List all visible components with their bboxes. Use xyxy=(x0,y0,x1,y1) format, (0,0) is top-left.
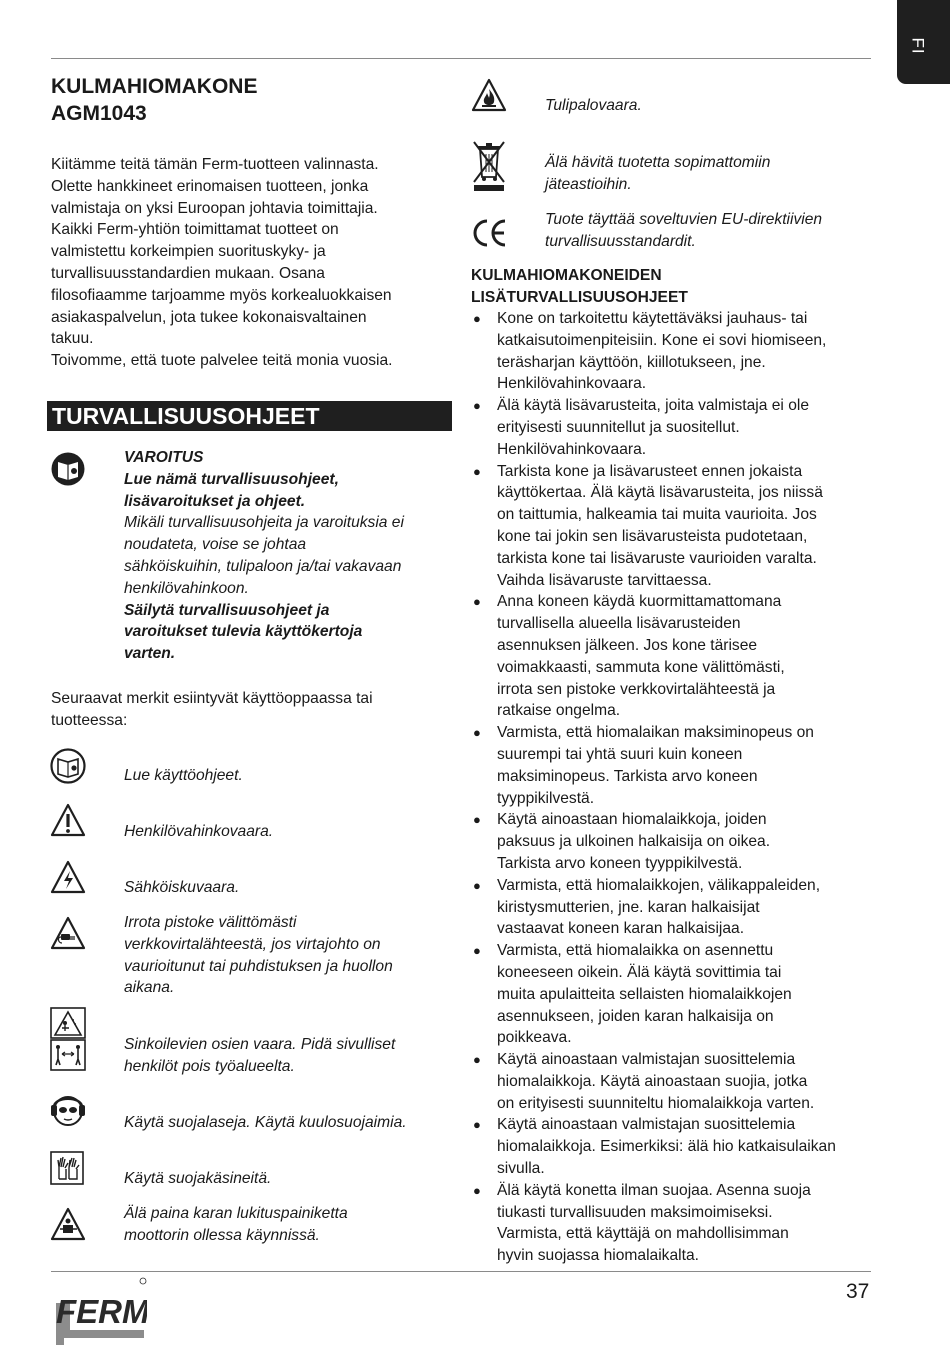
language-tab-label: FI xyxy=(908,37,928,55)
read-manual-icon xyxy=(50,748,86,784)
logo-wordmark: FERM xyxy=(56,1293,147,1330)
rule-line: maksiminopeus. Tarkista arvo koneen xyxy=(497,767,758,785)
warning-block xyxy=(124,447,459,665)
symbols-intro-line: tuotteessa: xyxy=(51,711,128,729)
rule-line: on erityisesti suunniteltu hiomalaikkoja varten. xyxy=(497,1094,815,1112)
page-title xyxy=(51,73,257,127)
additional-safety-heading xyxy=(471,265,871,309)
list-item xyxy=(471,395,876,460)
symbol-text-line: Lue käyttöohjeet. xyxy=(124,767,243,784)
warning-bold-line: lisävaroitukset ja ohjeet. xyxy=(124,492,306,510)
intro-closing: Toivomme, että tuote palvelee teitä monia vuosia. xyxy=(51,352,393,370)
rule-line: katkaisutoimenpiteisiin. Kone ei sovi hiomiseen, xyxy=(497,331,827,349)
list-item xyxy=(471,591,876,722)
rule-line: kiristysmutterien, jne. karan halkaisijat xyxy=(497,898,760,916)
symbol-text-gloves xyxy=(124,1168,271,1190)
spindle-lock-warning-icon xyxy=(50,1207,86,1241)
symbol-text-line: Käytä suojakäsineitä. xyxy=(124,1170,272,1187)
symbol-text-line: verkkovirtalähteestä, jos virtajohto on xyxy=(124,935,381,953)
rule-line: Varmista, että käyttäjä on mahdollisimman xyxy=(497,1225,789,1243)
list-item xyxy=(471,461,876,592)
rule-line: Varmista, että hiomalaikan maksiminopeus on xyxy=(497,724,814,742)
intro-line: turvallisuusstandardien mukaan. Osana xyxy=(51,264,325,282)
list-item xyxy=(471,1180,876,1267)
read-manual-icon xyxy=(50,451,86,487)
bullet-icon: ● xyxy=(473,311,481,326)
rule-line: käyttökertaa. Älä käytä lisävarusteita, jos niissä xyxy=(497,484,823,502)
symbol-text-line: Tuote täyttää soveltuvien EU-direktiivien xyxy=(545,211,823,228)
intro-line: valmistaja on yksi Euroopan johtavia toimittajia. xyxy=(51,199,378,217)
rule-line: turvallisella alueella lisävarusteiden xyxy=(497,615,741,633)
symbol-text-line: jäteastioihin. xyxy=(545,175,632,193)
symbol-text-line: Henkilövahinkovaara. xyxy=(124,823,274,840)
bottom-rule xyxy=(51,1271,871,1272)
rule-line: muita apulaitteita sellaisten hiomalaikkojen xyxy=(497,985,792,1003)
intro-line: filosofiaamme tarjoamme myös korkealuokkaisen xyxy=(51,286,392,304)
intro-line: asiakaspalvelun, jota tukee kokonaisvaltainen xyxy=(51,308,367,326)
warning-bold-line: Lue nämä turvallisuusohjeet, xyxy=(124,470,339,488)
symbol-text-line: Älä hävitä tuotetta sopimattomiin xyxy=(545,154,771,171)
rule-line: Tarkista kone ja lisävarusteet ennen jokaista xyxy=(497,462,803,480)
warning-keep-line: Säilytä turvallisuusohjeet ja xyxy=(124,601,330,619)
rule-line: Vaihda lisävaruste tarvittaessa. xyxy=(497,571,712,589)
rule-line: poikkeava. xyxy=(497,1029,572,1047)
symbol-text-line: Älä paina karan lukituspainiketta xyxy=(124,1205,348,1222)
page-number: 37 xyxy=(846,1280,870,1303)
symbol-text-line: moottorin ollessa käynnissä. xyxy=(124,1226,320,1244)
bullet-icon: ● xyxy=(473,725,481,741)
title-line-1: KULMAHIOMAKONE xyxy=(51,75,258,98)
warning-keep-line: varoitukset tulevia käyttökertoja xyxy=(124,623,363,641)
rule-line: vastaavat koneen karan halkaisijaa. xyxy=(497,920,745,938)
rule-line: erityisesti suunnitellut ja suositellut. xyxy=(497,418,740,436)
list-item xyxy=(471,308,876,395)
bullet-icon: ● xyxy=(473,594,481,610)
rule-line: suurempi tai yhtä suuri kuin koneen xyxy=(497,745,743,763)
unplug-warning-icon xyxy=(50,916,86,950)
warning-body-line: noudateta, voise se johtaa xyxy=(124,536,307,554)
symbol-text-ce xyxy=(545,209,822,253)
eye-ear-protection-icon xyxy=(50,1094,86,1128)
ferm-logo xyxy=(52,1275,147,1347)
rule-line: hiomalaikkoja. Esimerkiksi: älä hio katkaisulaikan xyxy=(497,1138,836,1156)
symbol-text-read-manual xyxy=(124,765,243,787)
rule-line: ratkaise ongelma. xyxy=(497,702,621,720)
intro-paragraph xyxy=(51,154,456,372)
warning-keep-line: varten. xyxy=(124,645,176,663)
section-heading: TURVALLISUUSOHJEET xyxy=(47,401,452,431)
language-tab xyxy=(897,0,950,84)
rule-line: hiomalaikkoja. Käytä ainoastaan suojia, jotka xyxy=(497,1072,808,1090)
safety-rules-list xyxy=(471,308,876,1267)
rule-line: tyyppikilvestä. xyxy=(497,789,595,807)
symbols-intro xyxy=(51,688,461,732)
top-rule xyxy=(51,58,871,59)
symbols-intro-line: Seuraavat merkit esiintyvät käyttöoppaassa tai xyxy=(51,690,373,707)
list-item xyxy=(471,1114,876,1179)
rule-line: Varmista, että hiomalaikkojen, välikappaleiden, xyxy=(497,876,821,894)
rule-line: Henkilövahinkovaara. xyxy=(497,440,647,458)
symbol-text-flying-debris xyxy=(124,1034,395,1078)
flying-debris-keep-distance-icon xyxy=(50,1007,86,1071)
rule-line: Henkilövahinkovaara. xyxy=(497,375,647,393)
protective-gloves-icon xyxy=(50,1151,84,1185)
bullet-icon: ● xyxy=(473,1117,481,1133)
rule-line: Käytä ainoastaan valmistajan suosittelemia xyxy=(497,1116,796,1134)
symbol-text-weee xyxy=(545,152,770,196)
symbol-text-personal-injury xyxy=(124,821,273,843)
bullet-icon: ● xyxy=(473,877,481,893)
symbol-text-eye-ear-protection xyxy=(124,1112,407,1134)
rule-line: tiukasti turvallisuuden maksimoimiseksi. xyxy=(497,1203,773,1221)
symbol-text-line: aikana. xyxy=(124,979,175,997)
rule-line: Kone on tarkoitettu käytettäväksi jauhaus- tai xyxy=(497,310,808,327)
rule-line: Älä käytä konetta ilman suojaa. Asenna suoja xyxy=(497,1181,811,1199)
weee-disposal-icon xyxy=(471,139,507,193)
symbol-text-fire xyxy=(545,95,642,117)
bullet-icon: ● xyxy=(473,1182,481,1198)
rule-line: voimakkaasti, sammuta kone välittömästi, xyxy=(497,658,785,676)
symbol-text-line: Tulipalovaara. xyxy=(545,97,642,114)
symbol-text-unplug xyxy=(124,912,393,999)
rule-line: on taittumia, halkeamia tai muita vaurioita. Jos xyxy=(497,506,817,524)
symbol-text-line: turvallisuusstandardit. xyxy=(545,232,696,250)
rule-line: kone tai jokin sen lisävarusteista pudotetaan, xyxy=(497,527,808,545)
ce-mark-icon xyxy=(470,218,508,248)
warning-body-line: sähköiskuihin, tulipaloon ja/tai vakavaan xyxy=(124,557,402,575)
rule-line: asennukseen, joiden karan halkaisija on xyxy=(497,1007,774,1025)
intro-line: Kiitämme teitä tämän Ferm-tuotteen valinnasta. xyxy=(51,156,379,173)
symbol-text-line: henkilöt pois työalueelta. xyxy=(124,1057,295,1075)
rule-line: irrota sen pistoke verkkovirtalähteestä ja xyxy=(497,680,776,698)
rule-line: hyvin suojassa hiomalaikalta. xyxy=(497,1247,699,1265)
symbol-text-line: vaurioitunut tai puhdistuksen ja huollon xyxy=(124,957,393,975)
rule-line: Varmista, että hiomalaikka on asennettu xyxy=(497,942,774,960)
personal-injury-warning-icon xyxy=(50,803,86,837)
rule-line: teräsharjan käyttöön, kiillotukseen, jne. xyxy=(497,353,766,371)
rule-line: asennuksen jälkeen. Jos kone tärisee xyxy=(497,636,758,654)
additional-heading-line: LISÄTURVALLISUUSOHJEET xyxy=(471,288,688,306)
electric-shock-warning-icon xyxy=(50,860,86,894)
symbol-text-line: Sähköiskuvaara. xyxy=(124,879,240,896)
rule-line: Käytä ainoastaan valmistajan suosittelemia xyxy=(497,1051,796,1069)
bullet-icon: ● xyxy=(473,398,481,414)
title-line-2: AGM1043 xyxy=(51,102,147,125)
intro-line: takuu. xyxy=(51,330,94,348)
rule-line: Anna koneen käydä kuormittamattomana xyxy=(497,593,782,611)
symbol-text-line: Irrota pistoke välittömästi xyxy=(124,914,297,931)
symbol-text-spindle-lock xyxy=(124,1203,348,1247)
intro-line: Kaikki Ferm-yhtiön toimittamat tuotteet on xyxy=(51,221,339,239)
warning-body-line: henkilövahinkoon. xyxy=(124,579,249,597)
bullet-icon: ● xyxy=(473,463,481,479)
additional-heading-line: KULMAHIOMAKONEIDEN xyxy=(471,267,662,284)
warning-label: VAROITUS xyxy=(124,449,204,466)
symbol-text-electric-shock xyxy=(124,877,239,899)
rule-line: Älä käytä lisävarusteita, joita valmistaja ei ole xyxy=(497,397,810,415)
bullet-icon: ● xyxy=(473,1052,481,1068)
rule-line: paksuus ja ulkoinen halkaisija on oikea. xyxy=(497,833,771,851)
bullet-icon: ● xyxy=(473,812,481,828)
fire-hazard-icon xyxy=(471,78,507,112)
warning-body-line: Mikäli turvallisuusohjeita ja varoituksia ei xyxy=(124,514,404,532)
rule-line: Käytä ainoastaan hiomalaikkoja, joiden xyxy=(497,811,767,829)
symbol-text-line: Käytä suojalaseja. Käytä kuulosuojaimia. xyxy=(124,1114,407,1131)
rule-line: Tarkista arvo koneen tyyppikilvestä. xyxy=(497,854,743,872)
intro-line: valmistettu korkeimpien suorituskyky- ja xyxy=(51,243,326,261)
list-item xyxy=(471,722,876,809)
list-item xyxy=(471,940,876,1049)
symbol-text-line: Sinkoilevien osien vaara. Pidä sivulliset xyxy=(124,1036,396,1053)
list-item xyxy=(471,875,876,940)
list-item xyxy=(471,809,876,874)
rule-line: koneeseen oikein. Älä käytä sovittimia tai xyxy=(497,963,782,981)
bullet-icon: ● xyxy=(473,943,481,959)
intro-line: Olette hankkineet erinomaisen tuotteen, jonka xyxy=(51,177,369,195)
rule-line: sivulla. xyxy=(497,1160,545,1178)
rule-line: tarkista kone tai lisävaruste vaurioiden varalta. xyxy=(497,549,817,567)
list-item xyxy=(471,1049,876,1114)
